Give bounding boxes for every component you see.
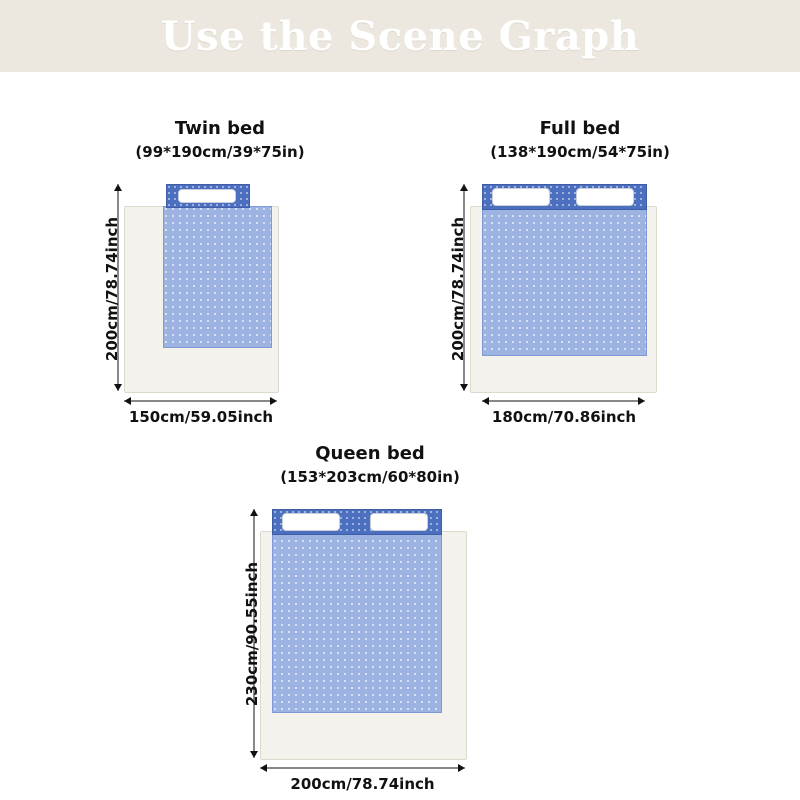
height-label-full: 200cm/78.74inch: [449, 216, 467, 362]
bed-size-spec-full: (138*190cm/54*75in): [490, 142, 670, 161]
quilt-queen: [272, 531, 442, 713]
quilt-twin: [163, 206, 272, 348]
bed-title-twin: Twin bed: [174, 118, 266, 139]
bed-diagram-twin: [60, 180, 380, 448]
bed-title-queen: Queen bed: [315, 443, 425, 464]
bed-block-queen: [180, 443, 560, 793]
width-label-full: 180cm/70.86inch: [491, 408, 637, 426]
bed-diagram-full: [420, 180, 740, 448]
quilt-full: [482, 206, 647, 356]
width-label-queen: 200cm/78.74inch: [290, 775, 435, 793]
pillow-left-full: [492, 188, 550, 206]
height-label-twin: 200cm/78.74inch: [103, 216, 121, 362]
bed-diagram-queen: [180, 505, 560, 793]
height-label-queen: 230cm/90.55inch: [243, 561, 261, 707]
bed-title-full: Full bed: [539, 118, 621, 139]
pillow-twin: [178, 189, 236, 203]
width-dimension-full: [482, 396, 645, 406]
bed-block-full: [420, 118, 740, 448]
header-banner: [0, 0, 800, 72]
bed-block-twin: [60, 118, 380, 448]
pillow-left-queen: [282, 513, 340, 531]
width-dimension-queen: [260, 763, 465, 773]
pillow-right-queen: [370, 513, 428, 531]
pillow-right-full: [576, 188, 634, 206]
width-dimension-twin: [124, 396, 277, 406]
bed-size-spec-queen: (153*203cm/60*80in): [280, 467, 460, 486]
width-label-twin: 150cm/59.05inch: [128, 408, 274, 426]
bed-size-spec-twin: (99*190cm/39*75in): [135, 142, 305, 161]
page-title: Use the Scene Graph: [160, 12, 640, 60]
